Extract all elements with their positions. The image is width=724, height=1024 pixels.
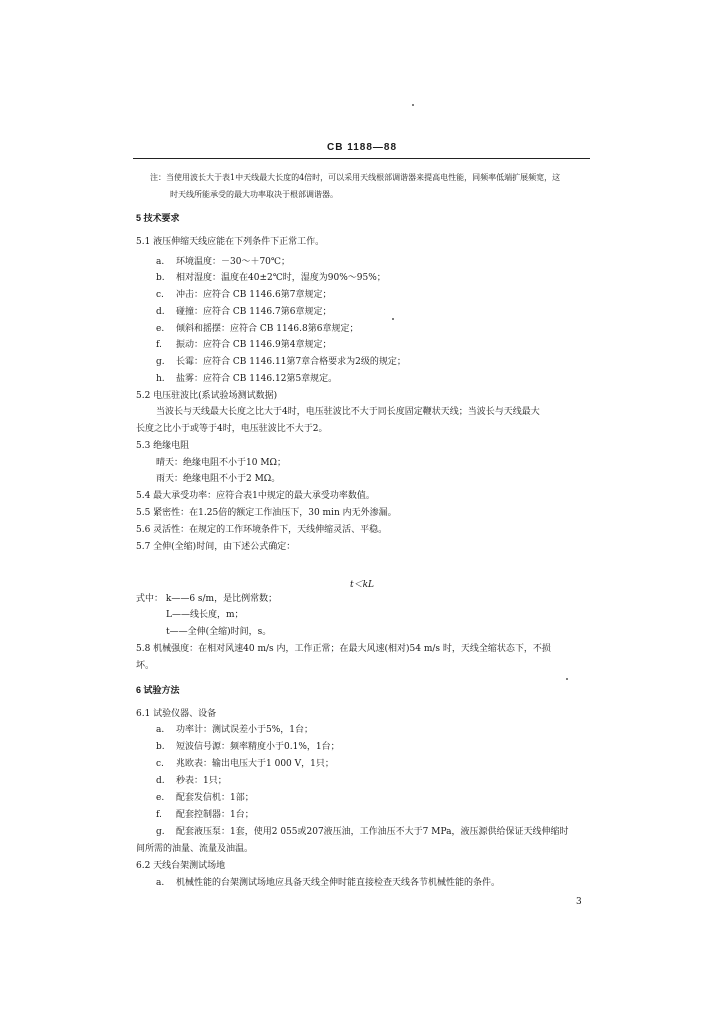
where-line-3: t——全伸(全缩)时间，s。 — [166, 627, 272, 637]
list-item: 盐雾：应符合 CB 1146.12第5章规定。 — [176, 374, 338, 384]
list-key: c. — [156, 290, 164, 300]
list-key: g. — [156, 357, 165, 367]
list-key: b. — [156, 273, 165, 283]
clause-5-2-text-1: 当波长与天线最大长度之比大于4时，电压驻波比不大于同长度固定鞭状天线；当波长与天线最大 — [156, 407, 540, 417]
list-key: h. — [156, 374, 165, 384]
list-item-continuation: 间所需的油量、流量及油温。 — [136, 844, 254, 854]
list-key: d. — [156, 307, 165, 317]
clause-5-3-title: 5.3 绝缘电阻 — [136, 441, 190, 451]
list-key: b. — [156, 742, 165, 752]
list-key: e. — [156, 324, 165, 334]
list-key: d. — [156, 776, 165, 786]
clause-5-6: 5.6 灵活性：在规定的工作环境条件下，天线伸缩灵活、平稳。 — [136, 525, 388, 535]
standard-number-header: CB 1188—88 — [326, 142, 398, 153]
where-line-2: L——线长度，m； — [166, 610, 244, 620]
list-item: 相对湿度：温度在40±2℃时，湿度为90%～95%； — [176, 273, 386, 283]
list-key: g. — [156, 827, 165, 837]
where-line-1: 式中： k——6 s/m，是比例常数； — [136, 594, 278, 604]
clause-5-4: 5.4 最大承受功率：应符合表1中规定的最大承受功率数值。 — [136, 491, 375, 501]
clause-6-1-title: 6.1 试验仪器、设备 — [136, 709, 217, 719]
scan-speck — [566, 678, 568, 680]
clause-5-2-title: 5.2 电压驻波比(系试验场测试数据) — [136, 391, 278, 401]
clause-5-8-text-2: 坏。 — [136, 661, 155, 671]
list-item: 环境温度：－30～＋70℃； — [176, 257, 290, 267]
page-number: 3 — [576, 897, 582, 907]
clause-6-2-title: 6.2 天线台架测试场地 — [136, 861, 226, 871]
list-item: 机械性能的台架测试场地应具备天线全伸时能直接检查天线各节机械性能的条件。 — [176, 878, 501, 888]
list-item: 碰撞：应符合 CB 1146.7第6章规定； — [176, 307, 332, 317]
list-item: 短波信号源：频率精度小于0.1%，1台； — [176, 742, 340, 752]
list-item: 倾斜和摇摆：应符合 CB 1146.8第6章规定； — [176, 324, 359, 334]
scan-speck — [392, 318, 394, 320]
list-item: 长霉：应符合 CB 1146.11第7章合格要求为2级的规定； — [176, 357, 406, 367]
list-key: a. — [156, 725, 165, 735]
list-item: 冲击：应符合 CB 1146.6第7章规定； — [176, 290, 332, 300]
clause-5-3-text-2: 雨天：绝缘电阻不小于2 MΩ。 — [156, 474, 281, 484]
clause-5-1-title: 5.1 液压伸缩天线应能在下列条件下正常工作。 — [136, 237, 325, 247]
list-key: a. — [156, 257, 165, 267]
list-key: e. — [156, 793, 165, 803]
header-rule — [133, 158, 590, 159]
time-formula: t＜kL — [349, 580, 375, 590]
section-6-heading: 6 试验方法 — [136, 685, 180, 695]
clause-5-5: 5.5 紧密性：在1.25倍的额定工作油压下，30 min 内无外渗漏。 — [136, 508, 397, 518]
note-line-1: 注：当使用波长大于表1中天线最大长度的4倍时，可以采用天线根部调谐器来提高电性能，同频率低端扩展频宽，这 — [150, 173, 561, 182]
list-item: 功率计：测试误差小于5%，1台； — [176, 725, 314, 735]
clause-5-2-text-2: 长度之比小于或等于4时，电压驻波比不大于2。 — [136, 424, 328, 434]
section-5-heading: 5 技术要求 — [136, 213, 180, 223]
clause-5-7: 5.7 全伸(全缩)时间，由下述公式确定： — [136, 542, 296, 552]
list-key: f. — [156, 810, 162, 820]
clause-5-3-text-1: 晴天：绝缘电阻不小于10 MΩ； — [156, 458, 286, 468]
list-item: 振动：应符合 CB 1146.9第4章规定； — [176, 340, 332, 350]
list-item: 配套液压泵：1套，使用2 055或207液压油，工作油压不大于7 MPa，液压源供给保证天线伸缩时 — [176, 827, 569, 837]
list-item: 配套发信机：1部； — [176, 793, 254, 803]
scan-speck — [412, 104, 414, 106]
list-key: c. — [156, 759, 164, 769]
list-key: a. — [156, 878, 165, 888]
list-item: 兆欧表：输出电压大于1 000 V，1只； — [176, 759, 334, 769]
list-key: f. — [156, 340, 162, 350]
note-line-2: 时天线所能承受的最大功率取决于根部调谐器。 — [170, 190, 338, 199]
clause-5-8-text-1: 5.8 机械强度：在相对风速40 m/s 内，工作正常；在最大风速(相对)54 m/s 时，天线全缩状态下，不损 — [136, 644, 551, 654]
list-item: 配套控制器：1台； — [176, 810, 254, 820]
list-item: 秒表：1只； — [176, 776, 227, 786]
